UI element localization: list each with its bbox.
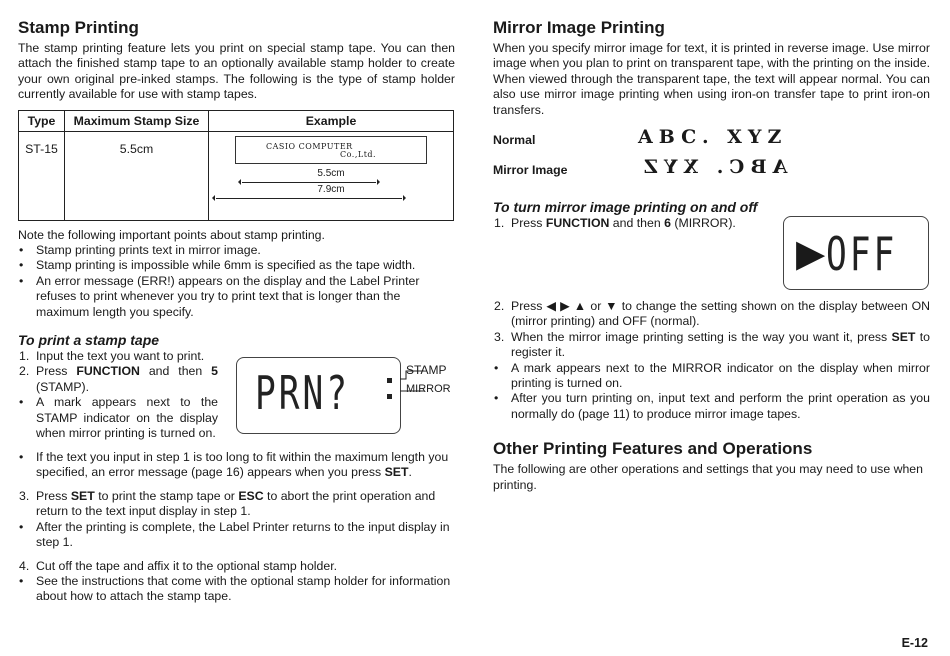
other-intro: The following are other operations and settings that you may need to use when printing.	[493, 462, 923, 492]
dimension-outer-label: 7.9cm	[317, 183, 345, 195]
stamp-example-box	[235, 136, 427, 164]
stamp-printing-heading: Stamp Printing	[18, 18, 139, 37]
mirror-samples	[493, 126, 930, 186]
normal-label: Normal	[493, 133, 536, 148]
list-item: • Stamp printing is impossible while 6mm is specified as the tape width.	[19, 258, 416, 273]
stamp-indicator-label: STAMP	[406, 363, 447, 378]
bullet-after: • After the printing is complete, the Label Printer returns to the input display in step 1.	[19, 519, 450, 550]
table-cell-example	[209, 131, 454, 220]
dimension-inner-label: 5.5cm	[317, 167, 345, 179]
table-header-type: Type	[19, 110, 65, 131]
sample-mirror-row	[493, 156, 930, 186]
mirror-indicator-label: MIRROR	[406, 383, 451, 396]
step-4: 4. Cut off the tape and affix it to the optional stamp holder.	[19, 558, 338, 573]
mirror-image-heading: Mirror Image Printing	[493, 18, 665, 37]
list-item: • If the text you input in step 1 is too long to fit within the maximum length you specified, an error message (page 16) appears when you press SET.	[19, 450, 449, 480]
other-features-heading: Other Printing Features and Operations	[493, 439, 813, 459]
mirror-step-3: 3. When the mirror image printing setting is the way you want it, press SET to register it.	[494, 329, 930, 360]
mirror-bullet-2: • After you turn printing on, input text and perform the print operation as you normally do (page 11) to produce mirror image tapes.	[494, 391, 930, 421]
arrow-keys-icons: ◀ ▶ ▲	[546, 299, 587, 314]
sample-normal-row	[493, 126, 930, 156]
mirror-toggle-heading: To turn mirror image printing on and off	[493, 199, 758, 216]
table-cell-type: ST-15	[19, 131, 65, 220]
note-intro: Note the following important points about stamp printing.	[18, 227, 325, 242]
table-row	[19, 131, 454, 220]
list-item: • Stamp printing prints text in mirror image.	[19, 243, 261, 258]
stamp-holder-table	[18, 110, 454, 221]
stamp-example-line2: Co.,Ltd.	[340, 149, 377, 159]
mirror-step-2: 2. Press ◀ ▶ ▲ or ▼ to change the setting shown on the display between ON (mirror printing) and OFF (normal).	[494, 299, 931, 329]
mirror-sample: ABC. XYZ	[638, 156, 788, 179]
print-stamp-tape-heading: To print a stamp tape	[18, 332, 160, 349]
page-number: E-12	[901, 636, 928, 650]
down-arrow-icon: ▼	[605, 299, 618, 314]
stamp-printing-section	[18, 14, 455, 605]
mirror-label: Mirror Image	[493, 163, 568, 178]
dimension-outer	[210, 183, 452, 202]
table-cell-size: 5.5cm	[65, 131, 209, 220]
bullet-see: • See the instructions that come with the optional stamp holder for information about how to attach the stamp tape.	[19, 573, 451, 604]
too-long-note	[18, 450, 455, 481]
lcd-text-prn: PRN?	[255, 366, 351, 421]
step-3: 3. Press SET to print the stamp tape or ESC to abort the print operation and return to the text input display in step 1.	[19, 488, 436, 519]
note-list	[18, 243, 455, 320]
step-2: 2. Press FUNCTION and then 5 (STAMP).	[19, 364, 218, 394]
bullet-mark: • A mark appears next to the STAMP indicator on the display when mirror printing is turned on.	[19, 395, 218, 441]
mirror-bullet-1: • A mark appears next to the MIRROR indicator on the display when mirror printing is turned on.	[494, 360, 930, 391]
lcd-display-prn	[236, 357, 401, 434]
list-item: • An error message (ERR!) appears on the display and the Label Printer refuses to print whenever you try to print text that is longer than the maximum length you specify.	[19, 273, 420, 319]
mirror-step1-with-lcd	[493, 216, 930, 297]
stamp-example-line1: CASIO COMPUTER	[266, 141, 353, 151]
stamp-intro: The stamp printing feature lets you print on special stamp tape. You can then attach the finished stamp tape to an optionally available stamp holder to create your own original pre-inked stamps. The following is the type of stamp holder currently available for use with stamp tapes.	[18, 41, 455, 102]
mirror-image-section	[493, 14, 930, 493]
lcd-arrow-icon: ▶	[796, 233, 826, 276]
mirror-step-list-2	[493, 299, 930, 422]
table-header-example: Example	[209, 110, 454, 131]
step-1: 1. Input the text you want to print.	[19, 349, 205, 364]
mirror-intro: When you specify mirror image for text, it is printed in reverse image. Use mirror image when you plan to print on transparent tape, with the printing on the inside. When viewed through the transparent tape, the text will appear normal. You can also use mirror image printing when using iron-on transfer tape to print iron-on transfers.	[493, 41, 930, 117]
mirror-step-1: 1. Press FUNCTION and then 6 (MIRROR).	[494, 216, 736, 231]
lcd-display-off	[783, 216, 929, 290]
step-list-3	[18, 559, 455, 605]
table-header-size: Maximum Stamp Size	[65, 110, 209, 131]
step-list-2	[18, 489, 455, 551]
lcd-text-off: OFF	[826, 227, 898, 282]
steps-with-lcd	[18, 349, 455, 446]
step-list	[18, 349, 218, 441]
normal-sample: ABC. XYZ	[638, 126, 788, 149]
